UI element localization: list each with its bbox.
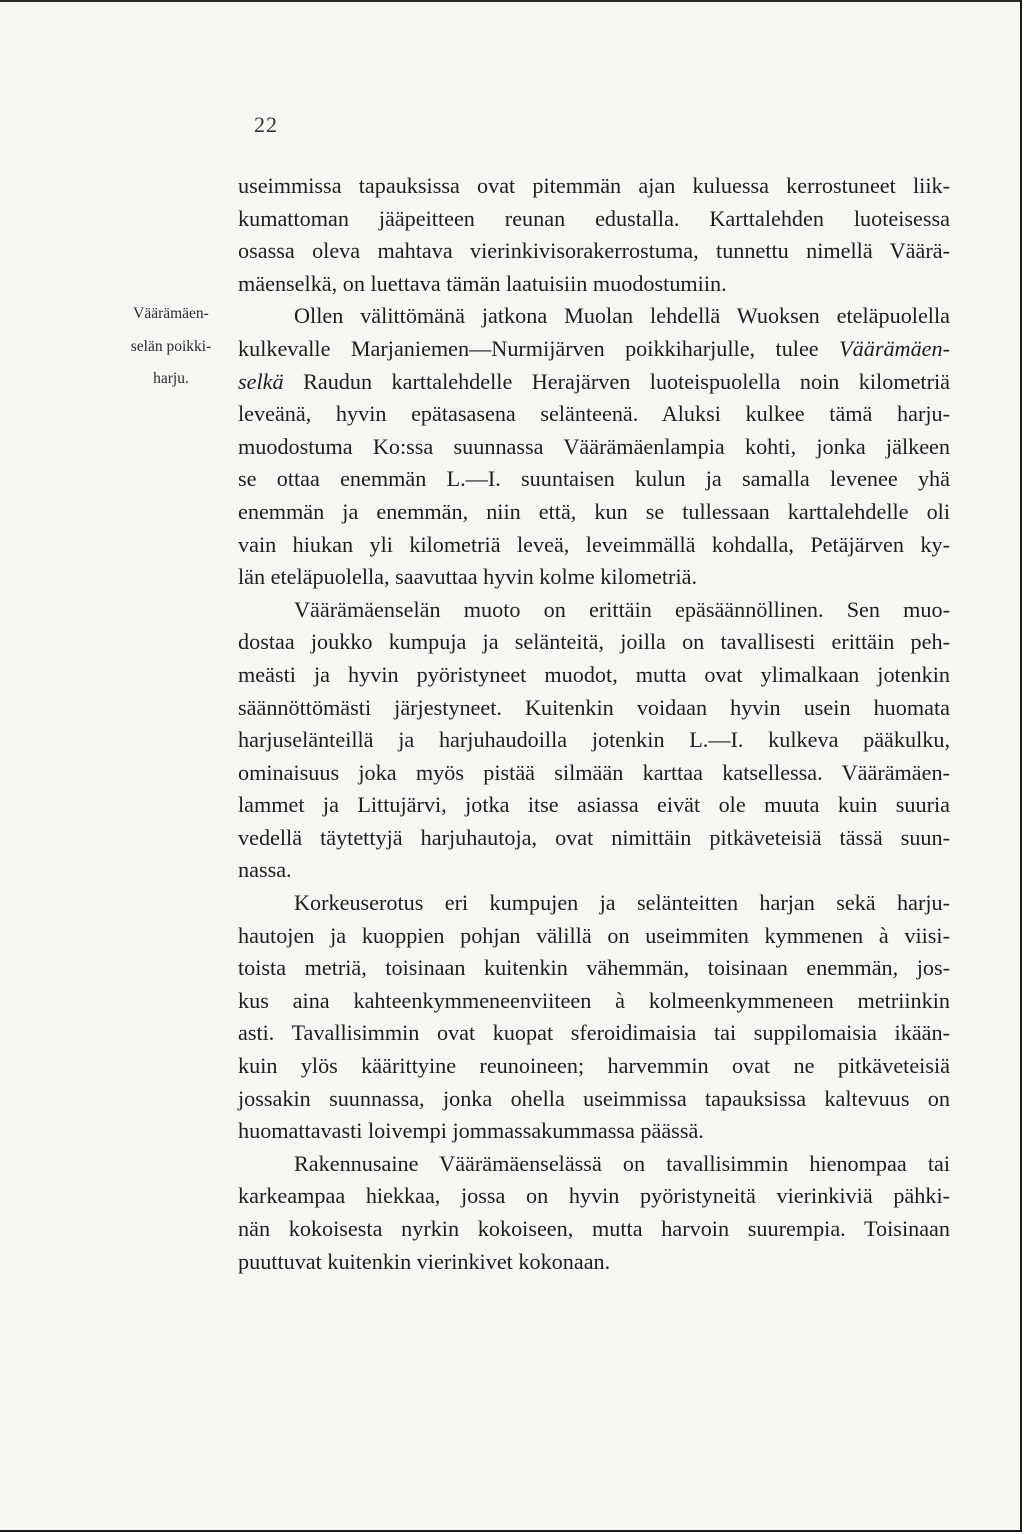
text-line: asti. Tavallisimmin ovat kuopat sferoidimaisia tai suppilomaisia ikään- (238, 1020, 950, 1046)
text-line: meästi ja hyvin pyöristyneet muodot, mutta ovat ylimalkaan jotenkin (238, 661, 950, 687)
text-line: nassa. (238, 857, 292, 883)
text-line: useimmissa tapauksissa ovat pitemmän ajan kuluessa kerrostuneet liik- (238, 173, 950, 198)
text-line: jossakin suunnassa, jonka ohella useimmissa tapauksissa kaltevuus on (238, 1085, 950, 1111)
margin-note (108, 298, 234, 396)
text-line: leveänä, hyvin epätasasena selänteenä. Aluksi kulkee tämä harju- (238, 401, 950, 427)
text-line: nän kokoisesta nyrkin kokoiseen, mutta harvoin suurempia. Toisinaan (238, 1216, 950, 1241)
text-line: toista metriä, toisinaan kuitenkin vähemmän, toisinaan enemmän, jos- (238, 955, 950, 981)
text-line: län eteläpuolella, saavuttaa hyvin kolme kilometriä. (238, 564, 698, 590)
text-line: Rakennusaine Väärämäenselässä on tavallisimmin hienompaa tai (294, 1150, 950, 1176)
margin-note-line: selän poikki- (130, 337, 212, 355)
text-segment: Raudun karttalehdelle Herajärven luoteispuolella noin kilometriä (283, 368, 950, 394)
margin-note-line: harju. (153, 370, 189, 388)
body-text (238, 170, 950, 1278)
text-line: säännöttömästi järjestyneet. Kuitenkin voidaan hyvin usein huomata (238, 694, 950, 720)
text-segment: kulkevalle Marjaniemen—Nurmijärven poikkiharjulle, tulee (238, 335, 840, 361)
text-line: mäenselkä, on luettava tämän laatuisiin muodostumiin. (238, 270, 727, 296)
emphasized-term: Väärämäen- (839, 335, 950, 361)
text-line: lammet ja Littujärvi, jotka itse asiassa eivät ole muuta kuin suuria (238, 792, 950, 818)
text-line: kus aina kahteenkymmeneenviiteen à kolmeenkymmeneen metriinkin (238, 987, 950, 1013)
text-line: ominaisuus joka myös pistää silmään karttaa katsellessa. Väärämäen- (238, 759, 950, 785)
text-line: vain hiukan yli kilometriä leveä, leveimmällä kohdalla, Petäjärven ky- (238, 531, 950, 557)
margin-note-line: Väärämäen- (133, 305, 209, 322)
text-line: enemmän ja enemmän, niin että, kun se tullessaan karttalehdelle oli (238, 498, 950, 524)
page-number: 22 (254, 112, 278, 137)
text-line: karkeampaa hiekkaa, jossa on hyvin pyöristyneitä vierinkiviä pähki- (238, 1183, 950, 1209)
text-line: muodostuma Ko:ssa suunnassa Väärämäenlampia kohti, jonka jälkeen (238, 433, 950, 459)
text-line-with-emphasis (238, 366, 950, 399)
text-line: harjuselänteillä ja harjuhaudoilla jotenkin L.—I. kulkeva pääkulku, (238, 727, 950, 753)
text-line: kumattoman jääpeitteen reunan edustalla. Karttalehden luoteisessa (238, 205, 950, 231)
text-line: Väärämäenselän muoto on erittäin epäsäännöllinen. Sen muo- (294, 596, 950, 622)
text-line: vedellä täytettyjä harjuhautoja, ovat nimittäin pitkäveteisiä tässä suun- (238, 824, 950, 850)
text-line: puuttuvat kuitenkin vierinkivet kokonaan. (238, 1248, 611, 1274)
text-line: kuin ylös käärittyine reunoineen; harvemmin ovat ne pitkäveteisiä (238, 1053, 950, 1079)
text-line: dostaa joukko kumpuja ja selänteitä, joilla on tavallisesti erittäin peh- (238, 629, 950, 655)
text-line: osassa oleva mahtava vierinkivisorakerrostuma, tunnettu nimellä Väärä- (238, 238, 950, 264)
text-line: Korkeuserotus eri kumpujen ja selänteitten harjan sekä harju- (294, 890, 950, 916)
text-line: hautojen ja kuoppien pohjan välillä on useimmiten kymmenen à viisi- (238, 922, 950, 948)
text-line: se ottaa enemmän L.—I. suuntaisen kulun ja samalla levenee yhä (238, 466, 950, 492)
text-line: huomattavasti loivempi jommassakummassa päässä. (238, 1118, 704, 1144)
text-line: Ollen välittömänä jatkona Muolan lehdellä Wuoksen eteläpuolella (294, 303, 950, 329)
text-line-with-emphasis (238, 333, 950, 366)
emphasized-term: selkä (238, 368, 284, 394)
